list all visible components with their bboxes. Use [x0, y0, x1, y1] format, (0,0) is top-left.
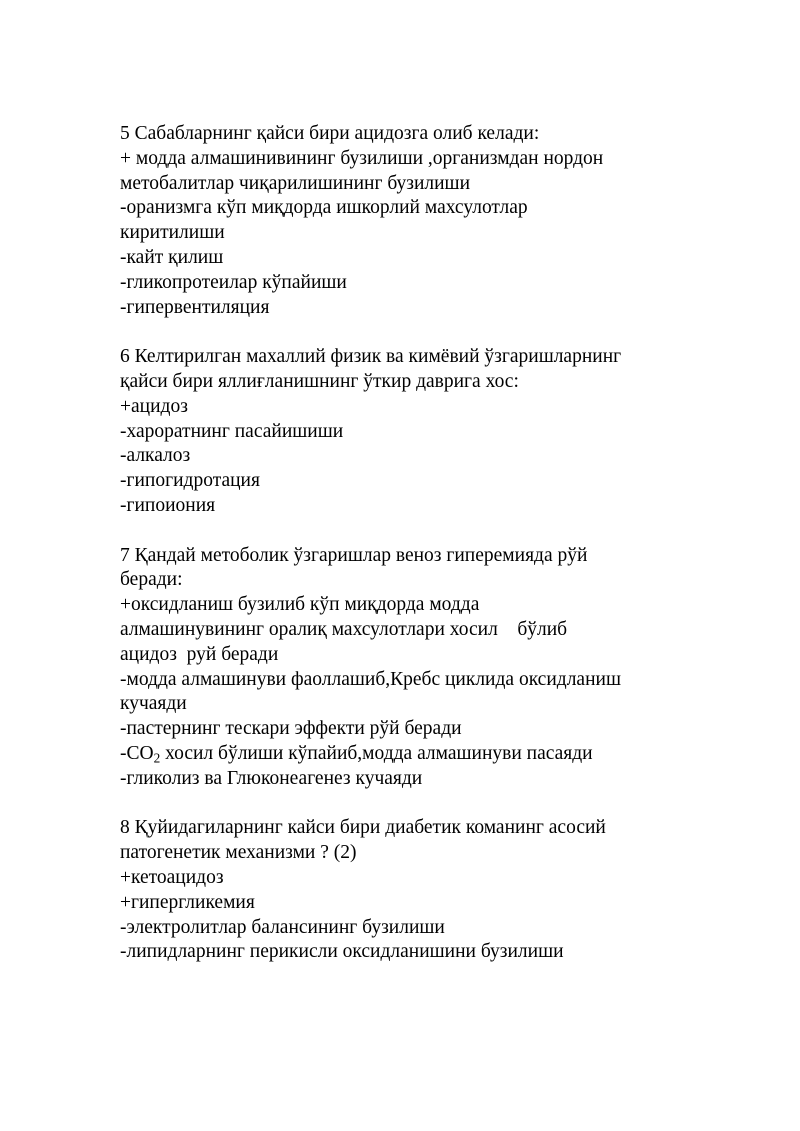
- answer-option: -гипогидротация: [120, 470, 260, 492]
- answer-option: -оранизмга кўп миқдорда ишкорлий махсулотлар: [120, 197, 528, 219]
- document-body: [120, 122, 720, 990]
- question-stem: 6 Келтирилган махаллий физик ва кимёвий ўзгаришларнинг: [120, 346, 622, 368]
- question-stem-continuation: қайси бири яллиғланишнинг ўткир даврига хос:: [120, 370, 519, 392]
- answer-option-co2: [120, 742, 720, 767]
- answer-option: +оксидланиш бузилиб кўп миқдорда модда: [120, 594, 480, 616]
- answer-option-continuation: ацидоз руй беради: [120, 643, 279, 665]
- answer-option: -кайт қилиш: [120, 246, 224, 268]
- answer-option: +гипергликемия: [120, 891, 255, 913]
- answer-option: -липидларнинг перикисли оксидланишини бузилиши: [120, 941, 564, 963]
- answer-option-continuation: кучаяди: [120, 693, 187, 715]
- answer-option: +кетоацидоз: [120, 866, 224, 888]
- answer-option-continuation: киритилиши: [120, 222, 225, 244]
- answer-option: +ацидоз: [120, 395, 188, 417]
- question-stem: 7 Қандай метоболик ўзгаришлар веноз гиперемияда рўй: [120, 544, 588, 566]
- answer-option: -пастернинг тескари эффекти рўй беради: [120, 718, 462, 740]
- answer-option: -хароратнинг пасайишиши: [120, 420, 344, 442]
- answer-option-continuation: метобалитлар чиқарилишининг бузилиши: [120, 172, 471, 194]
- answer-option: -гипервентиляция: [120, 296, 270, 318]
- question-8: [120, 816, 720, 965]
- question-stem-continuation: патогенетик механизми ? (2): [120, 842, 357, 864]
- answer-option: -электролитлар балансининг бузилиши: [120, 916, 445, 938]
- question-7: [120, 544, 720, 792]
- answer-option: -алкалоз: [120, 445, 191, 467]
- answer-option: -модда алмашинуви фаоллашиб,Кребс циклида оксидланиш: [120, 668, 621, 690]
- co2-prefix: -CO: [120, 742, 154, 764]
- answer-option: -гликопротеилар кўпайиши: [120, 271, 347, 293]
- answer-option-continuation: алмашинувининг оралиқ махсулотлари хосил бўлиб: [120, 618, 568, 640]
- co2-suffix: хосил бўлиши кўпайиб,модда алмашинуви пасаяди: [160, 742, 593, 764]
- answer-option: -гипоиония: [120, 494, 216, 516]
- question-stem: 5 Сабабларнинг қайси бири ацидозга олиб келади:: [120, 123, 540, 144]
- question-6: [120, 345, 720, 519]
- question-5: [120, 122, 720, 320]
- question-stem-continuation: беради:: [120, 569, 183, 591]
- question-stem: 8 Қуйидагиларнинг кайси бири диабетик команинг асосий: [120, 817, 606, 839]
- answer-option: -гликолиз ва Глюконеагенез кучаяди: [120, 767, 423, 789]
- co2-subscript: 2: [153, 750, 161, 766]
- answer-option: + модда алмашинивининг бузилиши ,организмдан нордон: [120, 147, 604, 169]
